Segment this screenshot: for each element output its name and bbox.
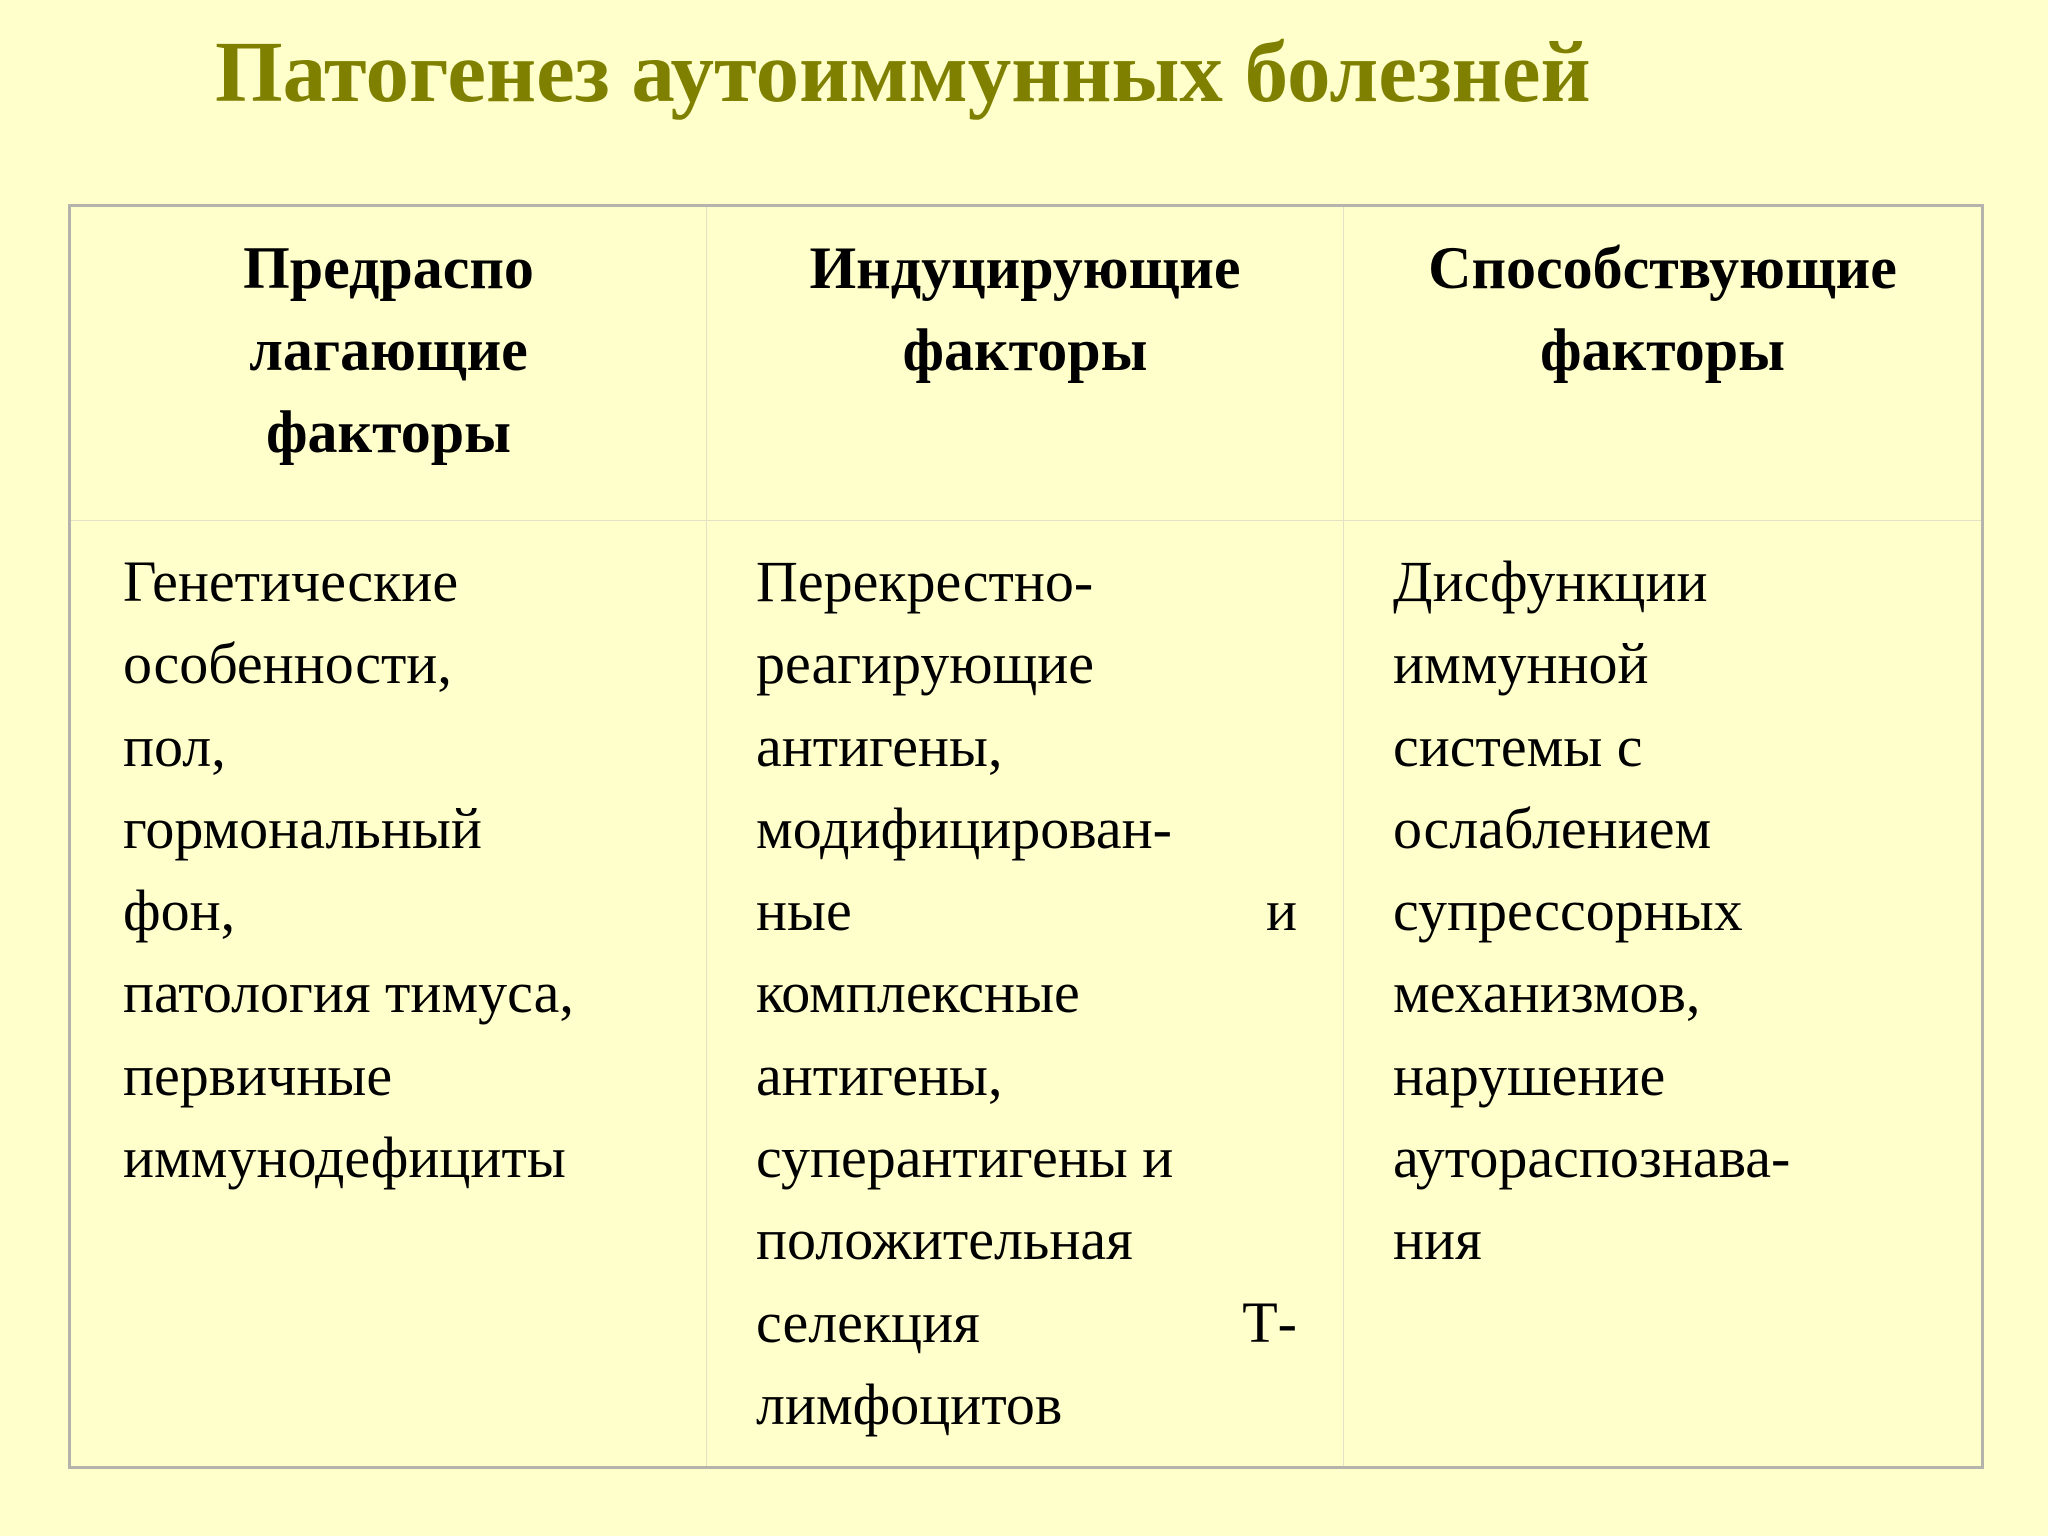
contributing-factors-text: Дисфункции иммунной системы с ослаблением супрессорных механизмов, нарушение аутораспознава- ния [1393,549,1791,1273]
justified-line: ные и [756,878,1297,944]
justified-line: селекция Т- [756,1289,1297,1355]
header-predisposing-factors: Предраспо лагающие факторы [243,235,534,465]
text-line: суперантигены и [756,1125,1174,1191]
cell-contributing [1344,521,1983,1468]
text-line: комплексные [756,960,1080,1026]
header-contributing-factors: Способствующие факторы [1428,235,1897,383]
inducing-factors-text [707,541,1343,1446]
table-body-row [70,521,1983,1468]
cell-predisposing [70,521,707,1468]
text-line: Перекрестно- [756,549,1094,614]
text-line: антигены, [756,1042,1003,1108]
cell-inducing [707,521,1344,1468]
text-line: реагирующие [756,631,1095,697]
header-cell-predisposing [70,206,707,521]
text-line: положительная [756,1207,1133,1273]
text-line: модифицирован- [756,795,1172,861]
text-line: антигены, [756,713,1003,779]
header-cell-contributing [1344,206,1983,521]
header-inducing-factors: Индуцирующие факторы [809,235,1241,383]
table-header-row [70,206,1983,521]
slide-title: Патогенез аутоиммунных болезней [215,23,1591,120]
factors-table [68,204,1984,1469]
predisposing-factors-text: Генетические особенности, пол, гормональный фон, патология тимуса, первичные иммунодефициты [123,549,574,1191]
text-line: лимфоцитов [756,1371,1063,1437]
header-cell-inducing [707,206,1344,521]
